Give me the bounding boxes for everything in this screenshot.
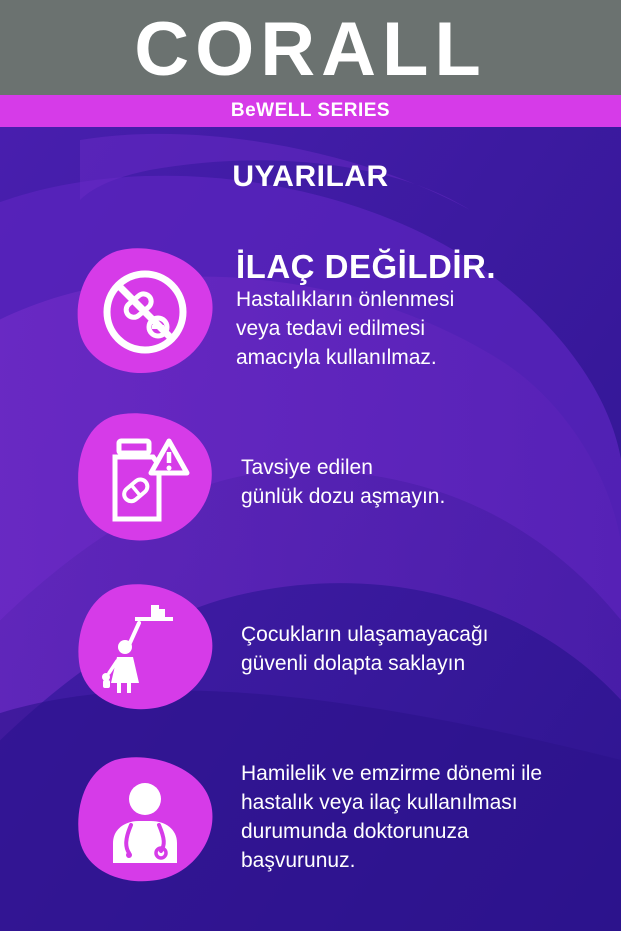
icon-badge xyxy=(77,754,213,884)
warning-line: veya tedavi edilmesi xyxy=(236,317,426,340)
warning-line: günlük dozu aşmayın. xyxy=(241,485,446,508)
warning-line: güvenli dolapta saklayın xyxy=(241,652,466,675)
warning-line: durumunda doktorunuza xyxy=(241,820,469,843)
warning-line: hastalık veya ilaç kullanılması xyxy=(241,791,518,814)
warning-line: başvurunuz. xyxy=(241,849,356,872)
child-reaching-shelf-icon xyxy=(95,597,195,697)
no-pills-icon xyxy=(95,260,195,360)
brand-logo: CORALL xyxy=(134,6,487,92)
brand-header xyxy=(0,0,621,95)
series-bar xyxy=(0,95,621,127)
warning-heading: İLAÇ DEĞİLDİR. xyxy=(236,248,496,285)
warning-line: Hamilelik ve emzirme dönemi ile xyxy=(241,762,543,785)
warning-line: Tavsiye edilen xyxy=(241,456,373,479)
warning-text xyxy=(241,620,488,678)
warning-text xyxy=(241,759,542,875)
warning-line: Çocukların ulaşamayacağı xyxy=(241,623,489,646)
icon-badge xyxy=(77,582,213,712)
medicine-bottle-warning-icon xyxy=(95,427,195,527)
doctor-icon xyxy=(95,769,195,869)
warning-text xyxy=(241,453,445,511)
section-title: UYARILAR xyxy=(232,160,389,193)
series-label: BeWELL SERIES xyxy=(230,100,391,121)
warning-line: Hastalıkların önlenmesi xyxy=(236,288,455,311)
icon-badge xyxy=(77,412,213,542)
warning-text xyxy=(236,249,496,372)
warning-line: amacıyla kullanılmaz. xyxy=(236,346,437,369)
icon-badge xyxy=(77,245,213,375)
